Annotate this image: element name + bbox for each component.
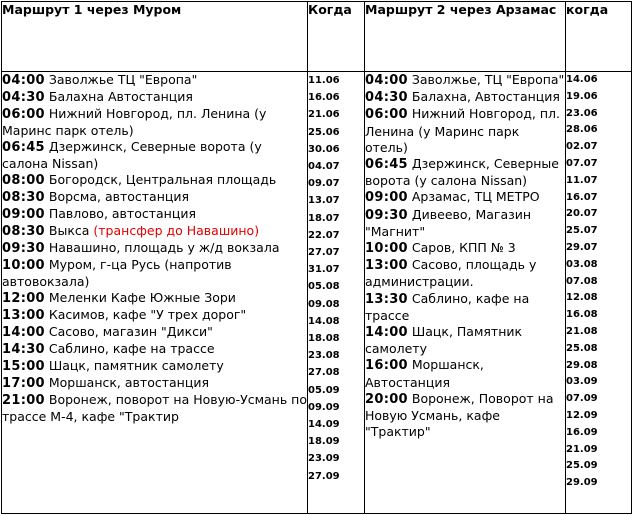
body-row xyxy=(2,72,632,514)
stop-place: Саров, КПП № 3 xyxy=(411,240,516,256)
route2-stop xyxy=(365,156,565,189)
when1-header: Когда xyxy=(308,2,365,72)
route1-date: 09.07 xyxy=(308,178,340,190)
stop-place: Балахна Автостанция xyxy=(48,89,193,104)
stop-time: 17:00 xyxy=(2,376,45,391)
route1-stop xyxy=(2,240,307,257)
stop-time: 08:00 xyxy=(2,173,45,188)
route1-date: 16.06 xyxy=(308,92,340,104)
route2-stop xyxy=(365,240,565,257)
stop-time: 08:30 xyxy=(2,224,45,239)
route2-date: 21.09 xyxy=(566,443,598,455)
stop-time: 09:00 xyxy=(365,190,408,206)
stop-time: 06:45 xyxy=(2,140,45,155)
stop-place: Выкса xyxy=(48,223,90,238)
route2-date: 02.07 xyxy=(566,141,598,153)
route1-date: 25.06 xyxy=(308,126,340,138)
route2-date: 29.07 xyxy=(566,241,598,253)
stop-place: Воронеж, поворот на Новую-Усмань по трассе М-4, кафе "Трактир xyxy=(2,392,307,424)
route2-date: 07.07 xyxy=(566,157,598,169)
stop-place: Сасово, магазин "Дикси" xyxy=(48,324,213,339)
route2-stop xyxy=(365,89,565,106)
route1-date: 09.09 xyxy=(308,401,340,413)
stop-place: Богородск, Центральная площадь xyxy=(48,172,277,187)
route2-stop xyxy=(365,106,565,156)
route2-date: 29.09 xyxy=(566,477,598,489)
route2-date: 23.06 xyxy=(566,107,598,119)
stop-place: Шацк, памятник самолету xyxy=(48,358,224,373)
route2-date: 25.07 xyxy=(566,225,598,237)
stop-place: Шацк, Памятник самолету xyxy=(365,324,523,357)
stop-time: 13:00 xyxy=(2,308,45,323)
route2-header: Маршрут 2 через Арзамас xyxy=(365,2,566,72)
route1-date: 14.08 xyxy=(308,315,340,327)
route1-stop xyxy=(2,257,307,290)
stop-place: Саблино, кафе на трассе xyxy=(48,341,215,356)
route2-date: 03.08 xyxy=(566,258,598,270)
route2-stop xyxy=(365,357,565,390)
route2-date: 11.07 xyxy=(566,174,598,186)
route1-stop xyxy=(2,375,307,392)
stop-place: Моршанск, Автостанция xyxy=(365,357,484,390)
route1-stop xyxy=(2,189,307,206)
route2-date: 07.09 xyxy=(566,393,598,405)
stop-time: 08:30 xyxy=(2,190,45,205)
route1-date: 18.07 xyxy=(308,212,340,224)
route1-stop xyxy=(2,358,307,375)
route1-stop xyxy=(2,72,307,89)
route2-stop xyxy=(365,72,565,89)
stop-time: 06:00 xyxy=(365,107,408,123)
stop-note: (трансфер до Навашино) xyxy=(93,223,260,238)
stop-place: Арзамас, ТЦ МЕТРО xyxy=(411,189,540,205)
route1-date: 23.08 xyxy=(308,350,340,362)
stop-place: Дивеево, Магазин "Магнит" xyxy=(365,206,532,239)
route1-date: 13.07 xyxy=(308,195,340,207)
route1-stop xyxy=(2,206,307,223)
route1-header: Маршрут 1 через Муром xyxy=(2,2,308,72)
route1-date: 30.06 xyxy=(308,143,340,155)
route1-stop xyxy=(2,392,307,425)
route1-stop xyxy=(2,223,307,240)
stop-place: Дзержинск, Северные ворота (у салона Nissan) xyxy=(365,156,559,189)
route2-date: 16.09 xyxy=(566,426,598,438)
schedule-table xyxy=(1,1,632,514)
route1-stop xyxy=(2,324,307,341)
stop-time: 13:00 xyxy=(365,258,408,274)
route2-date: 12.08 xyxy=(566,292,598,304)
when2-header: когда xyxy=(566,2,632,72)
stop-place: Заволжье, ТЦ "Европа" xyxy=(411,72,565,87)
stop-time: 06:45 xyxy=(365,157,408,173)
route2-stop xyxy=(365,207,565,240)
stop-time: 04:30 xyxy=(2,90,45,105)
stop-place: Навашино, площадь у ж/д вокзала xyxy=(48,240,280,255)
stop-place: Меленки Кафе Южные Зори xyxy=(48,290,236,305)
stop-time: 10:00 xyxy=(365,241,408,257)
stop-time: 14:00 xyxy=(365,325,408,341)
stop-time: 09:00 xyxy=(2,207,45,222)
route2-dates xyxy=(566,72,632,514)
stop-time: 16:00 xyxy=(365,358,408,374)
route2-date: 12.09 xyxy=(566,409,598,421)
route1-date: 14.09 xyxy=(308,419,340,431)
route1-stop xyxy=(2,139,307,172)
stop-place: Касимов, кафе "У трех дорог" xyxy=(48,307,247,322)
stop-time: 06:00 xyxy=(2,107,45,122)
stop-time: 04:30 xyxy=(365,90,408,106)
stop-time: 15:00 xyxy=(2,359,45,374)
stop-place: Балахна, Автостанция xyxy=(411,89,560,105)
stop-time: 13:30 xyxy=(365,291,408,307)
stop-place: Сасово, площадь у администрации. xyxy=(365,257,537,290)
stop-place: Муром, г-ца Русь (напротив автовокзала) xyxy=(2,257,232,289)
route1-date: 11.06 xyxy=(308,75,340,86)
route2-date: 16.07 xyxy=(566,191,598,203)
stop-time: 09:30 xyxy=(365,207,408,223)
route1-stop xyxy=(2,172,307,189)
route1-date: 05.08 xyxy=(308,281,340,293)
stop-place: Нижний Новгород, пл. Ленина (у Маринс парк отель) xyxy=(2,106,267,138)
stop-time: 10:00 xyxy=(2,258,45,273)
route1-date: 09.08 xyxy=(308,298,340,310)
route2-stop xyxy=(365,324,565,357)
route1-stop xyxy=(2,89,307,106)
stop-place: Моршанск, автостанция xyxy=(48,375,209,390)
route1-date: 23.09 xyxy=(308,453,340,465)
stop-place: Павлово, автостанция xyxy=(48,206,196,221)
route1-date: 21.06 xyxy=(308,109,340,121)
stop-time: 14:00 xyxy=(2,325,45,340)
route2-date: 28.06 xyxy=(566,124,598,136)
stop-time: 04:00 xyxy=(365,73,408,88)
route1-dates xyxy=(308,72,365,514)
route2-date: 20.07 xyxy=(566,208,598,220)
route2-date: 25.09 xyxy=(566,460,598,472)
stop-place: Саблино, кафе на трассе xyxy=(365,290,530,323)
route2-stops xyxy=(365,72,566,514)
stop-time: 04:00 xyxy=(2,73,45,88)
route2-date: 19.06 xyxy=(566,90,598,102)
route1-stops xyxy=(2,72,308,514)
route2-date: 03.09 xyxy=(566,376,598,388)
route1-date: 05.09 xyxy=(308,384,340,396)
route2-stop xyxy=(365,391,565,441)
route2-date: 14.06 xyxy=(566,74,598,85)
stop-place: Дзержинск, Северные ворота (у салона Nissan) xyxy=(2,139,262,171)
stop-place: Нижний Новгород, пл. Ленина (у Маринс парк отель) xyxy=(365,106,560,155)
stop-place: Воронеж, Поворот на Новую Усмань, кафе "Трактир" xyxy=(365,390,554,440)
route2-date: 21.08 xyxy=(566,325,598,337)
stop-time: 21:00 xyxy=(2,393,45,408)
route1-stop xyxy=(2,341,307,358)
stop-place: Ворсма, автостанция xyxy=(48,189,190,204)
header-row xyxy=(2,2,632,72)
route1-stop xyxy=(2,106,307,139)
route2-date: 25.08 xyxy=(566,342,598,354)
route1-date: 22.07 xyxy=(308,229,340,241)
stop-time: 14:30 xyxy=(2,342,45,357)
route2-stop xyxy=(365,189,565,206)
route1-date: 27.07 xyxy=(308,247,340,259)
route2-date: 16.08 xyxy=(566,309,598,321)
route2-stop xyxy=(365,291,565,324)
stop-place: Заволжье ТЦ "Европа" xyxy=(48,72,198,87)
stop-time: 12:00 xyxy=(2,291,45,306)
route1-stop xyxy=(2,307,307,324)
route2-date: 29.08 xyxy=(566,359,598,371)
route1-stop xyxy=(2,290,307,307)
route1-date: 27.09 xyxy=(308,470,340,482)
stop-time: 20:00 xyxy=(365,391,408,407)
route2-stop xyxy=(365,257,565,290)
route1-date: 04.07 xyxy=(308,161,340,173)
route2-date: 07.08 xyxy=(566,275,598,287)
route1-date: 27.08 xyxy=(308,367,340,379)
route1-date: 18.08 xyxy=(308,333,340,345)
route1-date: 31.07 xyxy=(308,264,340,276)
stop-time: 09:30 xyxy=(2,241,45,256)
route1-date: 18.09 xyxy=(308,436,340,448)
